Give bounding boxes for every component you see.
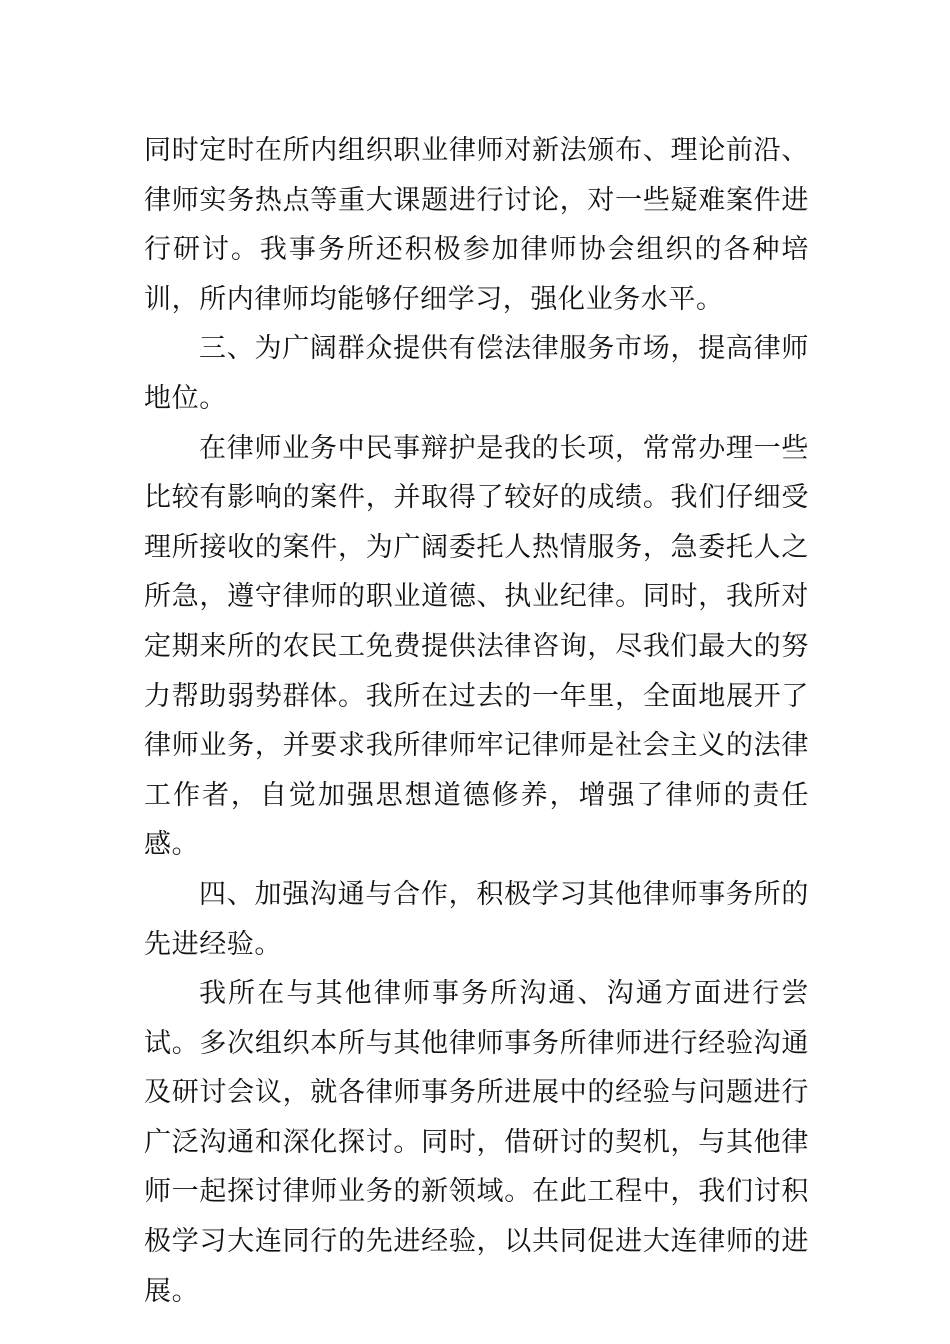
paragraph-civil-defense: 在律师业务中民事辩护是我的长项，常常办理一些比较有影响的案件，并取得了较好的成绩。我们仔细受理所接收的案件，为广阔委托人热情服务，急委托人之所急，遵守律师的职业道德、执业纪律。同时，我所对定期来所的农民工免费提供法律咨询，尽我们最大的努力帮助弱势群体。我所在过去的一年里，全面地展开了律师业务，并要求我所律师牢记律师是社会主义的法律工作者，自觉加强思想道德修养，增强了律师的责任感。 <box>144 432 809 861</box>
document-body <box>144 126 809 1316</box>
paragraph-communication: 我所在与其他律师事务所沟通、沟通方面进行尝试。多次组织本所与其他律师事务所律师进行经验沟通及研讨会议，就各律师事务所进展中的经验与问题进行广泛沟通和深化探讨。同时，借研讨的契机，与其他律师一起探讨律师业务的新领域。在此工程中，我们讨积极学习大连同行的先进经验，以共同促进大连律师的进展。 <box>144 978 809 1307</box>
section-heading-four: 四、加强沟通与合作，积极学习其他律师事务所的先进经验。 <box>144 878 809 960</box>
paragraph-continuation: 同时定时在所内组织职业律师对新法颁布、理论前沿、律师实务热点等重大课题进行讨论，对一些疑难案件进行研讨。我事务所还积极参加律师协会组织的各种培训，所内律师均能够仔细学习，强化业务水平。 <box>144 135 809 315</box>
section-heading-three: 三、为广阔群众提供有偿法律服务市场，提高律师地位。 <box>144 333 809 414</box>
